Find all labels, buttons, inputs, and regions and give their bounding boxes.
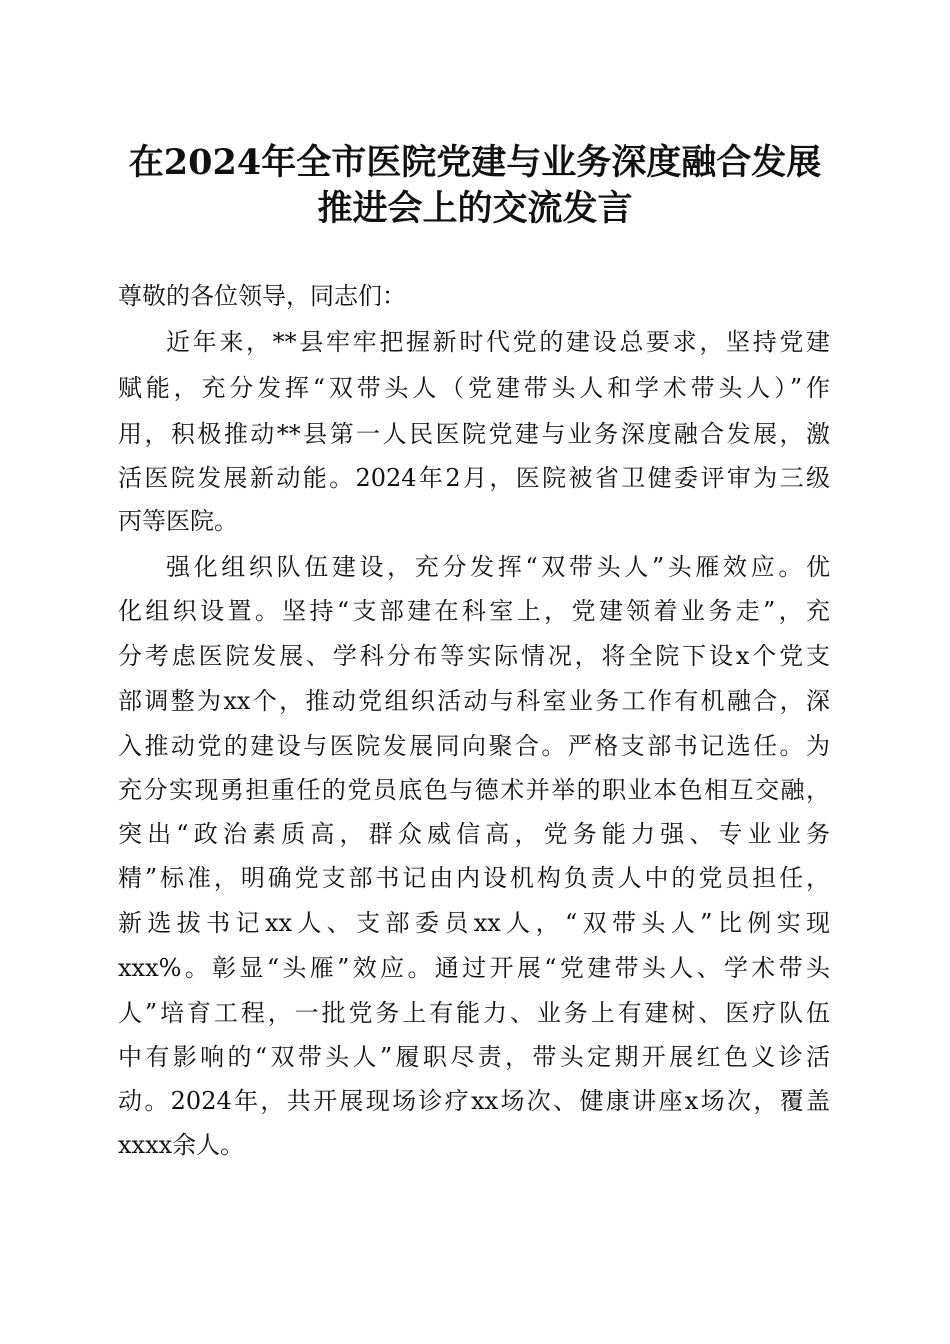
- paragraph-1-line: 丙等医院。: [118, 507, 238, 535]
- paragraph-2-line: xxxx余人。: [118, 1131, 245, 1159]
- paragraph-1-line: 活医院发展新动能。2024年2月，医院被省卫健委评审为三级: [118, 464, 830, 492]
- paragraph-2-line: 充分实现勇担重任的党员底色与德术并举的职业本色相互交融，: [118, 776, 830, 804]
- paragraph-2-line: 部调整为xx个，推动党组织活动与科室业务工作有机融合，深: [118, 687, 830, 715]
- paragraph-2-line: 入推动党的建设与医院发展同向聚合。严格支部书记选任。为: [118, 732, 830, 760]
- document-title-line-1: 在2024年全市医院党建与业务深度融合发展: [128, 142, 822, 183]
- paragraph-2-line: 精”标准，明确党支部书记由内设机构负责人中的党员担任，: [118, 864, 830, 892]
- paragraph-2-line: 中有影响的“双带头人”履职尽责，带头定期开展红色义诊活: [118, 1043, 830, 1071]
- paragraph-2-line: 分考虑医院发展、学科分布等实际情况，将全院下设x个党支: [118, 642, 830, 670]
- paragraph-2-line: 突出“政治素质高，群众威信高，党务能力强、专业业务: [118, 820, 830, 848]
- paragraph-2-line: 人”培育工程，一批党务上有能力、业务上有建树、医疗队伍: [118, 999, 830, 1027]
- paragraph-2-line: 强化组织队伍建设，充分发挥“双带头人”头雁效应。优: [166, 553, 830, 581]
- paragraph-2-line: 动。2024年，共开展现场诊疗xx场次、健康讲座x场次，覆盖: [118, 1087, 830, 1115]
- paragraph-1-line: 赋能，充分发挥“双带头人（党建带头人和学术带头人）”作: [118, 374, 830, 402]
- paragraph-1-line: 近年来，**县牢牢把握新时代党的建设总要求，坚持党建: [166, 328, 830, 356]
- paragraph-1-line: 用，积极推动**县第一人民医院党建与业务深度融合发展，激: [118, 420, 830, 448]
- paragraph-2-line: xxx%。彰显“头雁”效应。通过开展“党建带头人、学术带头: [118, 954, 830, 982]
- document-title-line-2: 推进会上的交流发言: [317, 188, 633, 229]
- paragraph-2-line: 新选拔书记xx人、支部委员xx人，“双带头人”比例实现: [118, 909, 830, 937]
- salutation: 尊敬的各位领导，同志们：: [118, 282, 406, 310]
- paragraph-2-line: 化组织设置。坚持“支部建在科室上，党建领着业务走”，充: [118, 597, 830, 625]
